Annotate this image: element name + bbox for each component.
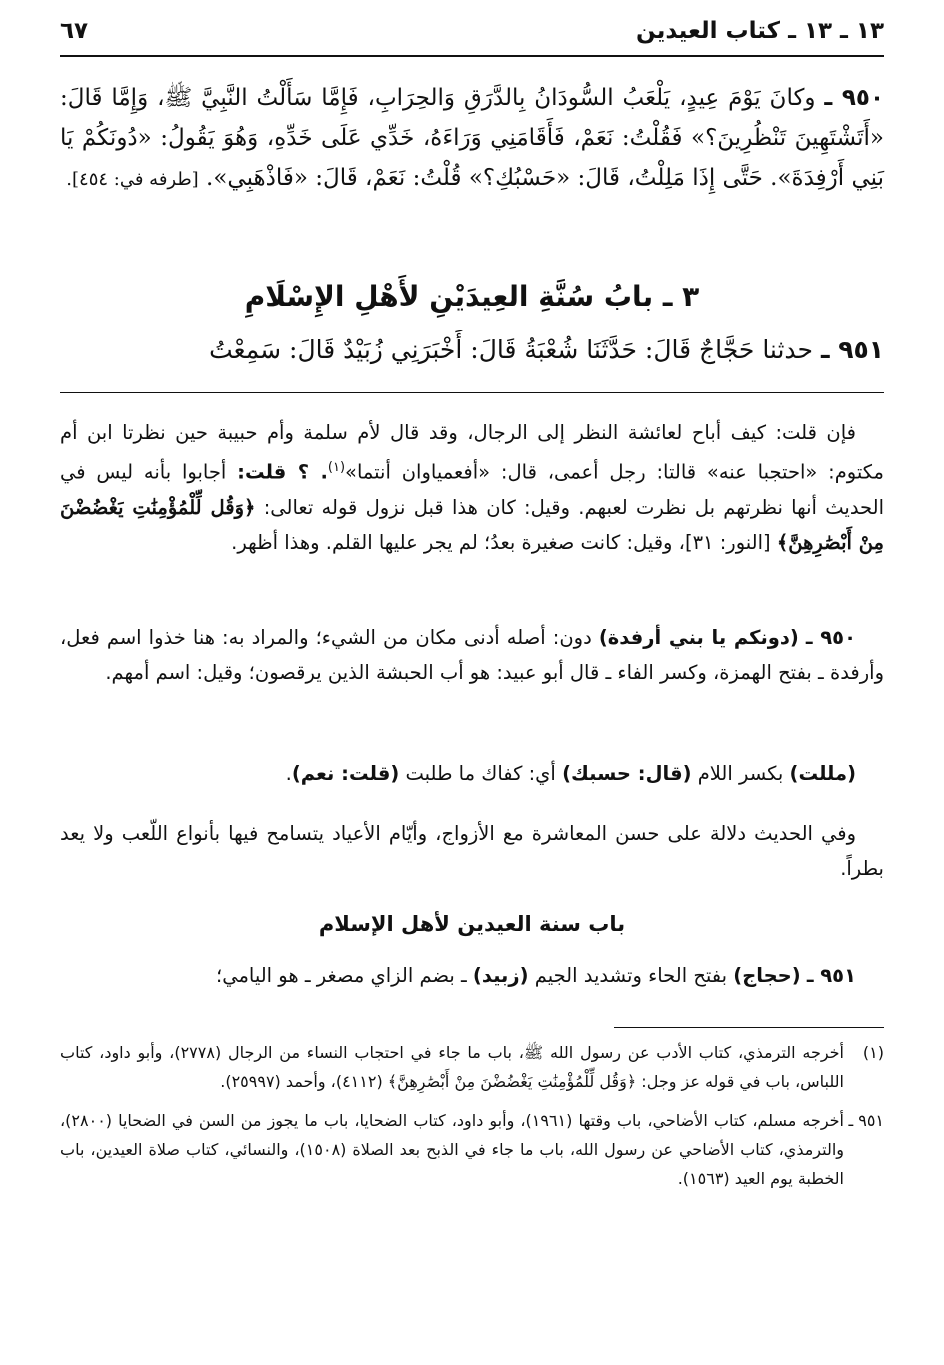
page-number: ٦٧ [60, 18, 89, 44]
commentary-rule [60, 392, 884, 393]
commentary-paragraph-5 [60, 958, 884, 993]
lemma: (مللت) [789, 762, 856, 785]
commentary-text: بفتح الحاء وتشديد الجيم [534, 964, 728, 987]
commentary-text: ـ بضم الزاي مصغر ـ هو اليامي؛ [216, 964, 467, 987]
chapter-title: ٣ ـ بابُ سُنَّةِ العِيدَيْنِ لأَهْلِ الإِسْلَامِ [244, 280, 700, 313]
lemma: (حجاج) [733, 964, 801, 987]
footnote [60, 1106, 884, 1193]
footnote-ref: (١) [327, 460, 346, 475]
page-header [60, 14, 884, 48]
lemma: (زبيد) [472, 964, 529, 987]
footnotes [60, 1038, 884, 1203]
lemma: (قلت: نعم) [291, 762, 400, 785]
commentary-text: بكسر اللام [697, 762, 784, 785]
hadith-number: ٩٥٠ ـ [805, 626, 856, 649]
commentary-text: [النور: ٣١]، وقيل: كانت صغيرة بعدُ؛ لم يجر عليها القلم. وهذا أظهر. [231, 530, 771, 554]
commentary-text: أجابوا بأنه ليس في الحديث أنها نظرتهم بل نظرت لعبهم. وقيل: كان هذا قبل نزول قوله تعالى: [60, 460, 884, 519]
footnote-rule [614, 1027, 884, 1028]
hadith-number: ٩٥١ ـ [806, 964, 856, 987]
commentary-text: وفي الحديث دلالة على حسن المعاشرة مع الأزواج، وأيّام الأعياد يتسامح فيها بأنواع اللّعب ولا يعد بطراً. [60, 822, 884, 880]
running-head: ١٣ ـ ١٣ ـ كتاب العيدين [636, 18, 884, 44]
quran-quote: ﴿وَقُل لِّلْمُؤْمِنَٰتِ يَغْضُضْنَ مِنْ أَبْصَٰرِهِنَّ﴾ [60, 495, 884, 554]
footnote-number: ٩٥١ ـ [848, 1111, 884, 1130]
footnote-text: أخرجه الترمذي، كتاب الأدب عن رسول الله ﷺ، باب ما جاء في احتجاب النساء من الرجال (٢٧٧٨)، وأبو داود، كتاب اللباس، باب في قوله عز وجل: ﴿وَقُل لِّلْمُؤْمِنَٰتِ يَغْضُضْنَ مِنْ أَبْصَٰرِهِنَّ﴾ (٤١١٢)، وأحمد (٢٥٩٩٧). [60, 1043, 844, 1091]
hadith-951 [60, 330, 884, 370]
hadith-text: حدثنا حَجَّاجٌ قَالَ: حَدَّثَنَا شُعْبَةُ قَالَ: أَخْبَرَنِي زُبَيْدٌ قَالَ: سَمِعْتُ [209, 335, 814, 364]
lemma: (دونكم يا بني أرفدة) [598, 626, 799, 649]
tarf-reference: [طرفه في: ٤٥٤]. [66, 169, 199, 190]
footnote-text: أخرجه مسلم، كتاب الأضاحي، باب وقتها (١٩٦١)، وأبو داود، كتاب الضحايا، باب ما يجوز من السن في الضحايا (٢٨٠٠)، والترمذي، كتاب الأضاحي عن رسول الله، باب ما جاء في الذبح بعد الصلاة (١٥٠٨)، والنسائي، كتاب صلاة العيدين، باب الخطبة يوم العيد (١٥٦٣). [60, 1111, 844, 1188]
commentary-paragraph-4 [60, 816, 884, 886]
hadith-950 [60, 78, 884, 200]
commentary-chapter-title: باب سنة العيدين لأهل الإسلام [318, 912, 626, 936]
footnote [60, 1038, 884, 1096]
commentary-paragraph-3 [60, 756, 884, 791]
lemma: (قال: حسبك) [562, 762, 692, 785]
hadith-number: ٩٥٠ ـ [824, 85, 885, 111]
commentary-question: . ؟ قلت: [237, 460, 328, 484]
footnote-number: (١) [862, 1043, 884, 1062]
commentary-text: . [285, 762, 292, 785]
commentary-text: دون: أصله أدنى مكان من الشيء؛ والمراد به: هنا خذوا اسم فعل، وأرفدة ـ بفتح الهمزة، وكسر الفاء ـ قال أبو عبيد: هو أب الحبشة الذين يرقصون؛ وقيل: اسم أمهم. [60, 626, 884, 684]
book-page [60, 0, 884, 1365]
header-rule [60, 55, 884, 57]
hadith-number: ٩٥١ ـ [820, 335, 884, 364]
commentary-paragraph-1 [60, 415, 884, 560]
hadith-text: وكانَ يَوْمَ عِيدٍ، يَلْعَبُ السُّودَانُ بِالدَّرَقِ وَالحِرَابِ، فَإِمَّا سَأَلْتُ النَّبِيَّ ﷺ، وَإِمَّا قَالَ: «أَتَشْتَهِينَ تَنْظُرِينَ؟» فَقُلْتُ: نَعَمْ، فَأَقَامَنِي وَرَاءَهُ، خَدِّي عَلَى خَدِّهِ، وَهُوَ يَقُولُ: «دُونَكُمْ يَا بَنِي أَرْفِدَةَ». حَتَّى إِذَا مَلِلْتُ، قَالَ: «حَسْبُكِ؟» قُلْتُ: نَعَمْ، قَالَ: «فَاذْهَبِي». [60, 85, 884, 191]
commentary-paragraph-2 [60, 620, 884, 690]
commentary-text: أي: كفاك ما طلبت [405, 762, 556, 785]
commentary-text: فإن قلت: كيف أباح لعائشة النظر إلى الرجال، وقد قال لأم سلمة وأم حبيبة حين نظرتا ابن أم مكتوم: «احتجبا عنه» قالتا: رجل أعمى، قال: «أفعمياوان أنتما» [60, 421, 884, 484]
